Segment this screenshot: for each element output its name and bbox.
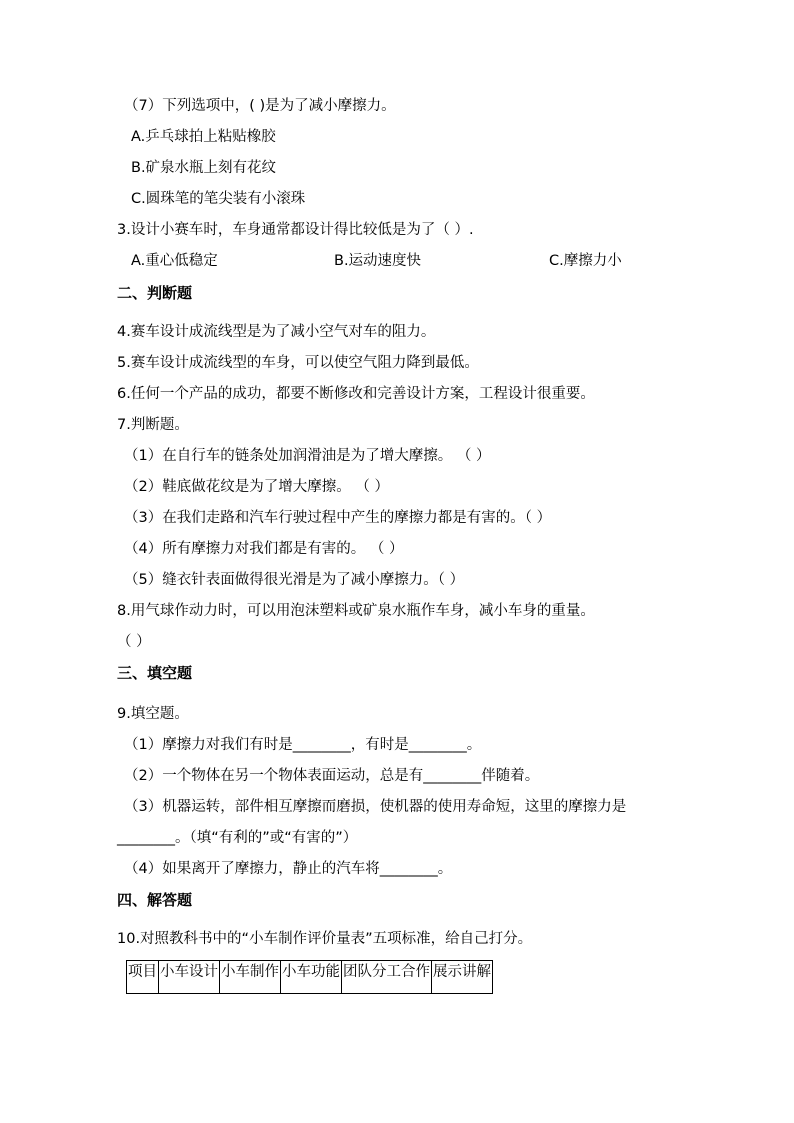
question-9-4: （4）如果离开了摩擦力，静止的汽车将________。 — [124, 861, 453, 877]
question-5: 5.赛车设计成流线型的车身，可以使空气阻力降到最低。 — [117, 355, 479, 371]
question-9-2: （2）一个物体在另一个物体表面运动，总是有________伴随着。 — [124, 768, 540, 784]
option-3-a: A.重心低稳定 — [131, 253, 218, 269]
option-2-7-c: C.圆珠笔的笔尖装有小滚珠 — [131, 191, 306, 207]
section-4-heading: 四、解答题 — [117, 891, 193, 909]
question-7: 7.判断题。 — [117, 417, 189, 433]
option-2-7-b: B.矿泉水瓶上刻有花纹 — [131, 160, 277, 176]
question-10: 10.对照教科书中的“小车制作评价量表”五项标准，给自己打分。 — [117, 931, 533, 947]
table-header-cell: 小车设计 — [159, 961, 220, 994]
question-6: 6.任何一个产品的成功，都要不断修改和完善设计方案，工程设计很重要。 — [117, 386, 595, 402]
question-8-answer-paren: （ ） — [117, 634, 151, 650]
question-7-3: （3）在我们走路和汽车行驶过程中产生的摩擦力都是有害的。（ ） — [124, 510, 552, 526]
question-7-4: （4）所有摩擦力对我们都是有害的。 （ ） — [124, 541, 404, 557]
section-2-heading: 二、判断题 — [117, 284, 193, 302]
section-3-heading: 三、填空题 — [117, 664, 193, 682]
question-7-1: （1）在自行车的链条处加润滑油是为了增大摩擦。 （ ） — [124, 448, 491, 464]
question-9-3-continued: ________。（填“有利的”或“有害的”） — [117, 830, 358, 846]
table-header-cell: 小车制作 — [220, 961, 281, 994]
question-7-2: （2）鞋底做花纹是为了增大摩擦。 （ ） — [124, 479, 389, 495]
option-2-7-a: A.乒乓球拍上粘贴橡胶 — [131, 129, 276, 145]
evaluation-score-table — [126, 960, 493, 994]
table-header-cell: 小车功能 — [281, 961, 342, 994]
table-header-cell: 展示讲解 — [432, 961, 493, 994]
question-2-7: （7）下列选项中，( )是为了减小摩擦力。 — [124, 98, 396, 114]
table-header-cell: 团队分工合作 — [342, 961, 432, 994]
table-header-cell: 项目 — [127, 961, 159, 994]
question-9-1: （1）摩擦力对我们有时是________，有时是________。 — [124, 737, 482, 753]
question-7-5: （5）缝衣针表面做得很光滑是为了减小摩擦力。（ ） — [124, 572, 465, 588]
question-8: 8.用气球作动力时，可以用泡沫塑料或矿泉水瓶作车身，减小车身的重量。 — [117, 603, 595, 619]
option-3-b: B.运动速度快 — [334, 253, 422, 269]
question-9: 9.填空题。 — [117, 706, 189, 722]
question-4: 4.赛车设计成流线型是为了减小空气对车的阻力。 — [117, 324, 436, 340]
table-header-row — [127, 961, 493, 994]
option-3-c: C.摩擦力小 — [549, 253, 622, 269]
question-3: 3.设计小赛车时，车身通常都设计得比较低是为了（ ）. — [117, 222, 474, 238]
question-9-3: （3）机器运转，部件相互摩擦而磨损，使机器的使用寿命短，这里的摩擦力是 — [124, 799, 627, 815]
